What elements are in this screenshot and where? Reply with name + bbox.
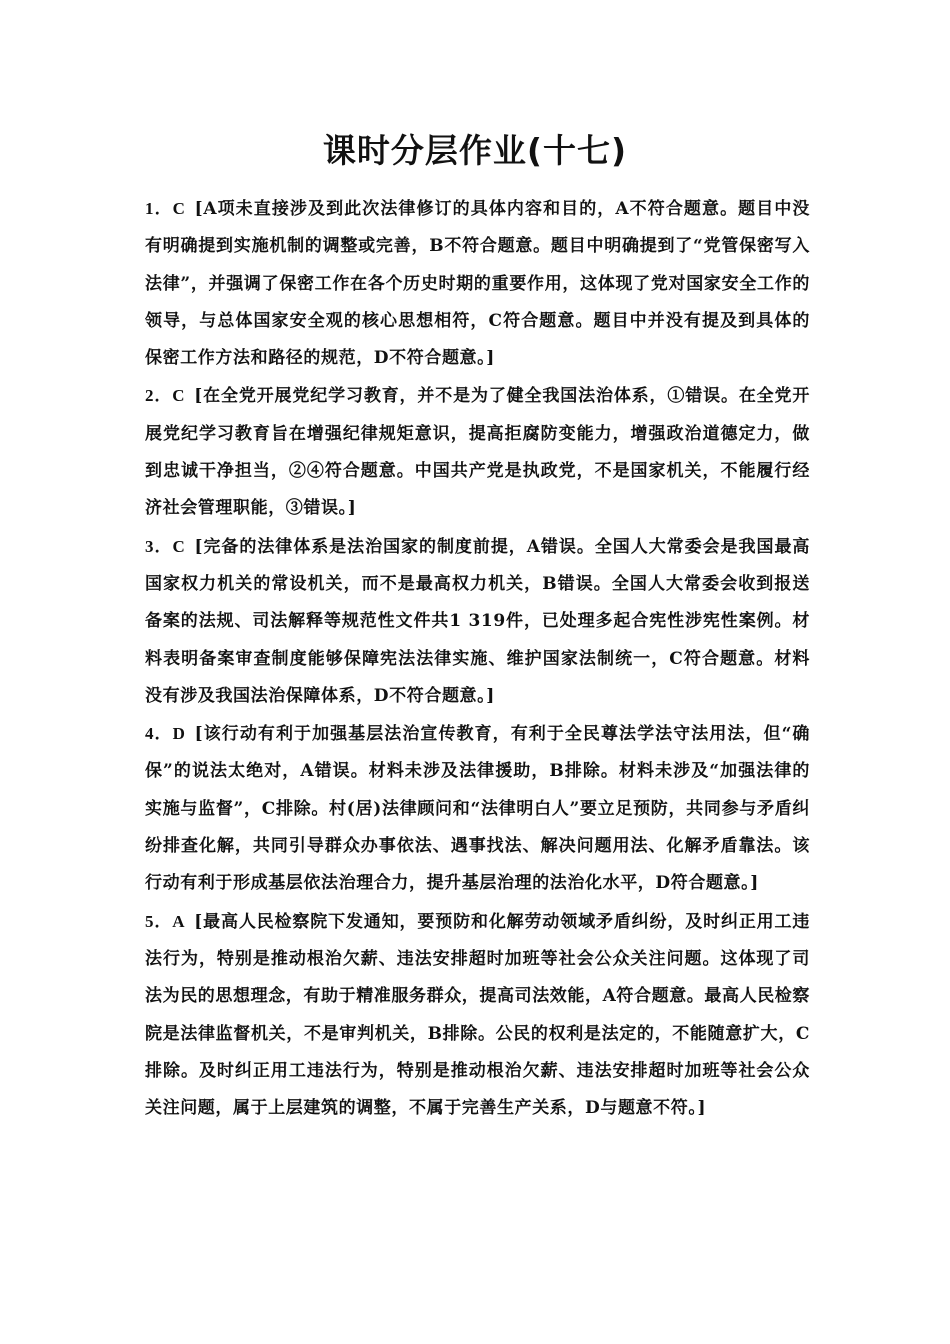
- answer-explanation: [完备的法律体系是法治国家的制度前提，A错误。全国人大常委会是我国最高国家权力机关的常设机关，而不是最高权力机关，B错误。全国人大常委会收到报送备案的法规、司法解释等规范性文件共1 319件，已处理多起合宪性涉宪性案例。材料表明备案审查制度能够保障宪法法律实施、维护国家法制统一，C符合题意。材料没有涉及我国法治保障体系，D不符合题意。]: [145, 536, 811, 706]
- answer-item-1: [145, 190, 810, 377]
- answer-number: 1．: [145, 199, 173, 218]
- answer-explanation: [最高人民检察院下发通知，要预防和化解劳动领域矛盾纠纷，及时纠正用工违法行为，特别是推动根治欠薪、违法安排超时加班等社会公众关注问题。这体现了司法为民的思想理念，有助于精准服务群众，提高司法效能，A符合题意。最高人民检察院是法律监督机关，不是审判机关，B排除。公民的权利是法定的，不能随意扩大，C排除。及时纠正用工违法行为，特别是推动根治欠薪、违法安排超时加班等社会公众关注问题，属于上层建筑的调整，不属于完善生产关系，D与题意不符。]: [145, 911, 810, 1119]
- answer-number: 3．: [145, 536, 173, 556]
- answer-explanation: [在全党开展党纪学习教育，并不是为了健全我国法治体系，①错误。在全党开展党纪学习教育旨在增强纪律规矩意识，提高拒腐防变能力，增强政治道德定力，做到忠诚干净担当，②④符合题意。中国共产党是执政党，不是国家机关，不能履行经济社会管理职能，③错误。]: [145, 386, 810, 519]
- answer-letter: C: [172, 386, 186, 406]
- answer-item-2: [145, 377, 810, 527]
- answer-letter: C: [172, 199, 186, 218]
- answer-list: [145, 190, 810, 1127]
- answer-letter: C: [172, 536, 186, 556]
- answer-letter: D: [172, 724, 186, 744]
- answer-number: 4．: [145, 724, 173, 744]
- page-title: 课时分层作业(十七): [322, 131, 628, 170]
- answer-explanation: [该行动有利于加强基层法治宣传教育，有利于全民尊法学法守法用法，但“确保”的说法太绝对，A错误。材料未涉及法律援助，B排除。材料未涉及“加强法律的实施与监督”，C排除。村(居)法律顾问和“法律明白人”要立足预防，共同参与矛盾纠纷排查化解，共同引导群众办事依法、遇事找法、解决问题用法、化解矛盾靠法。该行动有利于形成基层依法治理合力，提升基层治理的法治化水平，D符合题意。]: [145, 724, 810, 894]
- answer-item-3: [145, 528, 810, 715]
- answer-item-4: [145, 715, 810, 902]
- answer-number: 2．: [145, 386, 173, 406]
- answer-number: 5．: [145, 911, 173, 931]
- answer-item-5: [145, 903, 810, 1128]
- answer-letter: A: [172, 911, 186, 931]
- answer-explanation: [A项未直接涉及到此次法律修订的具体内容和目的，A不符合题意。题目中没有明确提到实施机制的调整或完善，B不符合题意。题目中明确提到了“党管保密写入法律”，并强调了保密工作在各个历史时期的重要作用，这体现了党对国家安全工作的领导，与总体国家安全观的核心思想相符，C符合题意。题目中并没有提及到具体的保密工作方法和路径的规范，D不符合题意。]: [145, 199, 811, 369]
